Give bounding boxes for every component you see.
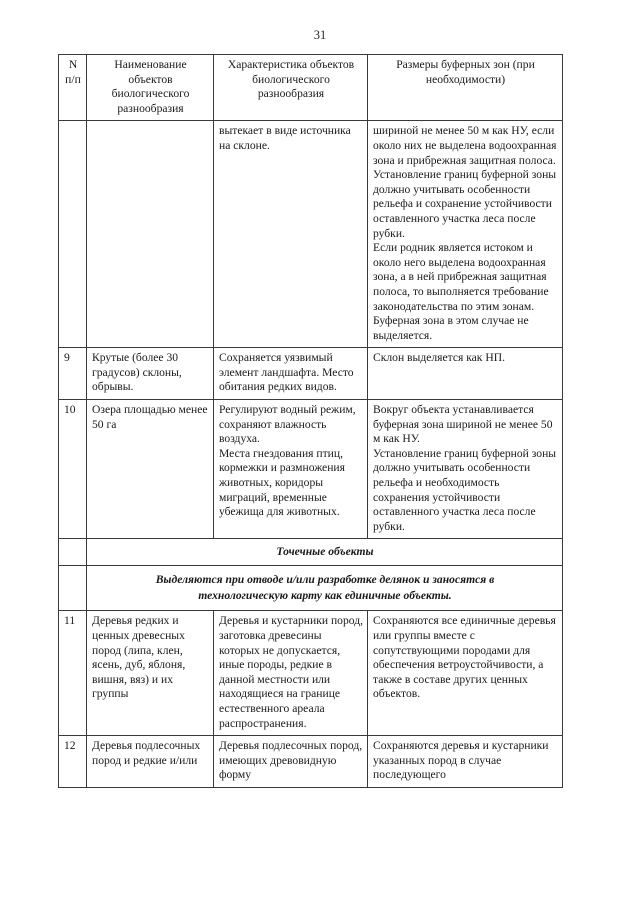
cell-number (59, 539, 87, 566)
cell-buffer-size: Сохраняются все единичные деревья или группы вместе с сопутствующими породами для обеспечения ветроустойчивости, а также в составе других ценных объектов. (368, 611, 563, 736)
section-note-allocation-rule: Выделяются при отводе и/или разработке делянок и заносятся в технологическую карту как единичные объекты. (87, 566, 563, 611)
table-row (59, 611, 563, 736)
table-row (59, 121, 563, 348)
cell-number (59, 121, 87, 348)
cell-number (59, 566, 87, 611)
cell-name: Озера площадью менее 50 га (87, 400, 214, 539)
section-note-row (59, 566, 563, 611)
cell-buffer-size: шириной не менее 50 м как НУ, если около них не выделена водоохранная зона и прибрежная защитная полоса. Установление границ буферной зоны должно учитывать особенности рельефа и сохранение устойчивости оставленного участка леса после рубки. Если родник является истоком и около него выделена водоохранная зона, а в ней прибрежная защитная полоса, то выполняется требование законодательства по этим зонам. Буферная зона в этом случае не выделяется. (368, 121, 563, 348)
cell-number: 11 (59, 611, 87, 736)
header-cell-name: Наименование объектов биологического разнообразия (87, 55, 214, 121)
biodiversity-objects-table (58, 54, 563, 788)
cell-buffer-size: Склон выделяется как НП. (368, 348, 563, 400)
cell-number: 9 (59, 348, 87, 400)
cell-name: Крутые (более 30 градусов) склоны, обрывы. (87, 348, 214, 400)
header-cell-number: N п/п (59, 55, 87, 121)
header-cell-characteristic: Характеристика объектов биологического разнообразия (214, 55, 368, 121)
table-row (59, 736, 563, 788)
section-heading-point-objects: Точечные объекты (87, 539, 563, 566)
table-header (59, 55, 563, 121)
cell-number: 10 (59, 400, 87, 539)
cell-characteristic: вытекает в виде источника на склоне. (214, 121, 368, 348)
table-header-row (59, 55, 563, 121)
cell-buffer-size: Вокруг объекта устанавливается буферная зона шириной не менее 50 м как НУ. Установление границ буферной зоны должно учитывать особенности рельефа и необходимость сохранения устойчивости оставленного участка леса после рубки. (368, 400, 563, 539)
cell-characteristic: Регулируют водный режим, сохраняют влажность воздуха. Места гнездования птиц, кормежки и размножения животных, коридоры миграций, временные убежища для животных. (214, 400, 368, 539)
cell-name (87, 121, 214, 348)
cell-number: 12 (59, 736, 87, 788)
cell-name: Деревья редких и ценных древесных пород (липа, клен, ясень, дуб, яблоня, вишня, вяз) и их группы (87, 611, 214, 736)
cell-name: Деревья подлесочных пород и редкие и/или (87, 736, 214, 788)
table-row (59, 348, 563, 400)
cell-buffer-size: Сохраняются деревья и кустарники указанных пород в случае последующего (368, 736, 563, 788)
table-row (59, 400, 563, 539)
table-body (59, 121, 563, 788)
cell-characteristic: Деревья и кустарники пород, заготовка древесины которых не допускается, иные породы, редкие в данной местности или находящиеся на границе естественного ареала распространения. (214, 611, 368, 736)
cell-characteristic: Сохраняется уязвимый элемент ландшафта. Место обитания редких видов. (214, 348, 368, 400)
cell-characteristic: Деревья подлесочных пород, имеющих древовидную форму (214, 736, 368, 788)
page-number: 31 (313, 28, 327, 42)
header-cell-buffer-size: Размеры буферных зон (при необходимости) (368, 55, 563, 121)
section-heading-row (59, 539, 563, 566)
